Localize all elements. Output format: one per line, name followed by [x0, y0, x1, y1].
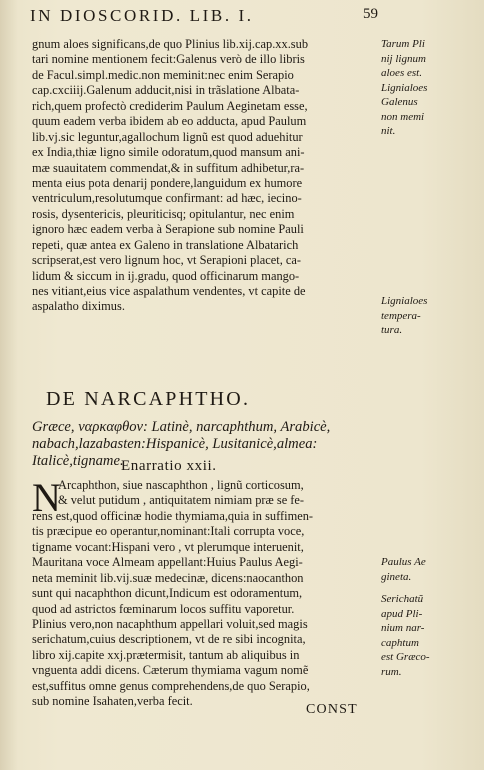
margin-note-line: Paulus Ae — [381, 556, 426, 568]
enarratio-text — [32, 475, 374, 710]
text-line: lidum & siccum in ij.gradu, quod officinarum mango- — [32, 268, 300, 283]
margin-note-line: Serichatũ — [381, 593, 424, 605]
margin-note-line: apud Pli- — [381, 607, 423, 620]
text-line: quod ad astrictos fœminarum locos suffitu vaporetur. — [32, 601, 295, 616]
text-line: rens est,quod officinæ hodie thymiama,quia in suffimen- — [32, 508, 314, 523]
drop-capital: N — [32, 475, 61, 520]
synonyms-line: Italicè,tigname. — [32, 453, 124, 469]
margin-note-line: gineta. — [381, 570, 412, 583]
text-line: rosis, dysentericis, pleuriticisq; opitulantur, nec enim — [32, 206, 295, 221]
text-line: Plinius vero,non nacaphthum appellari voluit,sed magis — [32, 616, 308, 631]
section-title: DE NARCAPHTHO. — [46, 388, 251, 410]
text-line: tis præcipue eo operantur,nominant:Itali corrupta voce, — [32, 524, 305, 539]
catchword: CONST — [306, 702, 358, 717]
margin-note-line: nium nar- — [381, 622, 425, 634]
margin-note-line: Tarum Pli — [381, 38, 425, 50]
text-line: mæ suauitatem commendat,& in suffitum adhibetur,ra- — [32, 160, 305, 175]
page-header — [22, 4, 378, 30]
text-line: tigname vocant:Hispani vero , vt plerumque interuenit, — [32, 539, 304, 554]
text-line: ventriculum,resolutumque confirmant: ad hæc, iecino- — [32, 191, 302, 206]
text-line: est,suffitus omne genus comprehendens,de quo Serapio, — [32, 678, 310, 693]
text-line: libro xij.capite xxj.prætermisit, tantum ab aliquibus in — [32, 647, 300, 662]
text-line: cap.cxciiij.Galenum adducit,nisi in trãslatione Albata- — [32, 83, 300, 98]
margin-note — [381, 555, 473, 584]
running-title: IN DIOSCORID. LIB. I. — [30, 6, 254, 25]
margin-note — [381, 37, 473, 139]
synonyms-line: nabach,lazabasten:Hispanicè, Lusitanicè,almea: — [32, 436, 318, 452]
margin-note-line: tura. — [381, 324, 403, 336]
text-line: Mauritana voce Almeam appellant:Huius Paulus Aegi- — [32, 555, 303, 570]
margin-note-line: aloes est. — [381, 67, 422, 79]
text-line: de Facul.simpl.medic.non meminit:nec enim Serapio — [32, 67, 294, 82]
enarratio-heading: Enarratio xxii. — [121, 458, 217, 474]
text-line: repeti, quæ antea ex Galeno in translatione Albatarich — [32, 237, 299, 252]
margin-note — [381, 592, 473, 679]
margin-note-line: Galenus — [381, 96, 418, 108]
text-line: ignoro hæc eadem verba à Serapione sub nomine Pauli — [32, 222, 304, 237]
text-line: lib.vj.sic leguntur,agallochum lignũ est quod aduehitur — [32, 129, 303, 144]
text-line: rich,quem profectò crediderim Paulum Aeginetam esse, — [32, 98, 308, 113]
text-line: aspalatho diximus. — [32, 299, 125, 314]
text-line: serichatum,cuius descriptionem, vt de re sibi incognita, — [32, 632, 306, 647]
text-line: & velut putidum , antiquitatem nimiam præ se fe- — [58, 493, 305, 508]
margin-note-line: rum. — [381, 665, 402, 678]
text-line: scripserat,est vero lignum hoc, vt Serapioni placet, ca- — [32, 253, 302, 268]
text-line: Arcaphthon, siue nascaphthon , lignũ corticosum, — [58, 478, 304, 492]
margin-note-line: non memi — [381, 110, 425, 123]
margin-note-line: Lignialoes — [381, 295, 428, 307]
text-line: sub nomine Isahaten,verba fecit. — [32, 694, 193, 709]
margin-note-line: est Græco- — [381, 651, 430, 663]
text-line: gnum aloes significans,de quo Plinius lib.xij.cap.xx.sub — [32, 37, 309, 51]
text-line: vnguenta addi dicens. Cæterum thymiama vagum nomẽ — [32, 663, 309, 678]
commentary-text — [32, 37, 374, 315]
margin-note-line: tempera- — [381, 309, 421, 322]
text-line: tari nomine mentionem fecit:Galenus verò de illo libris — [32, 52, 305, 67]
text-line: nes vitiant,eius vice aspalathum vendentes, vt capite de — [32, 284, 306, 298]
margin-note-line: Lignialoes — [381, 81, 428, 94]
margin-note-line: nij lignum — [381, 52, 426, 65]
text-line: menta eius pota denarij pondere,languidum ex humore — [32, 175, 303, 190]
margin-note-line: caphtum — [381, 636, 419, 649]
text-line: ex India,thiæ ligno simile odoratum,quod mansum ani- — [32, 145, 305, 160]
page-number: 59 — [363, 6, 378, 22]
margin-note — [381, 294, 473, 338]
text-line: quum eadem verba ibidem ab eo adducta, apud Paulum — [32, 114, 307, 129]
synonyms-line: Græce, ναρκαφθον: Latinè, narcaphthum, Arabicè, — [32, 419, 331, 435]
margin-note-line: nit. — [381, 125, 396, 137]
text-line: sunt qui nacaphthon dicunt,Indicum est odoramentum, — [32, 586, 303, 601]
text-line: neta meminit lib.vij.suæ medecinæ, dicens:naocanthon — [32, 570, 304, 585]
